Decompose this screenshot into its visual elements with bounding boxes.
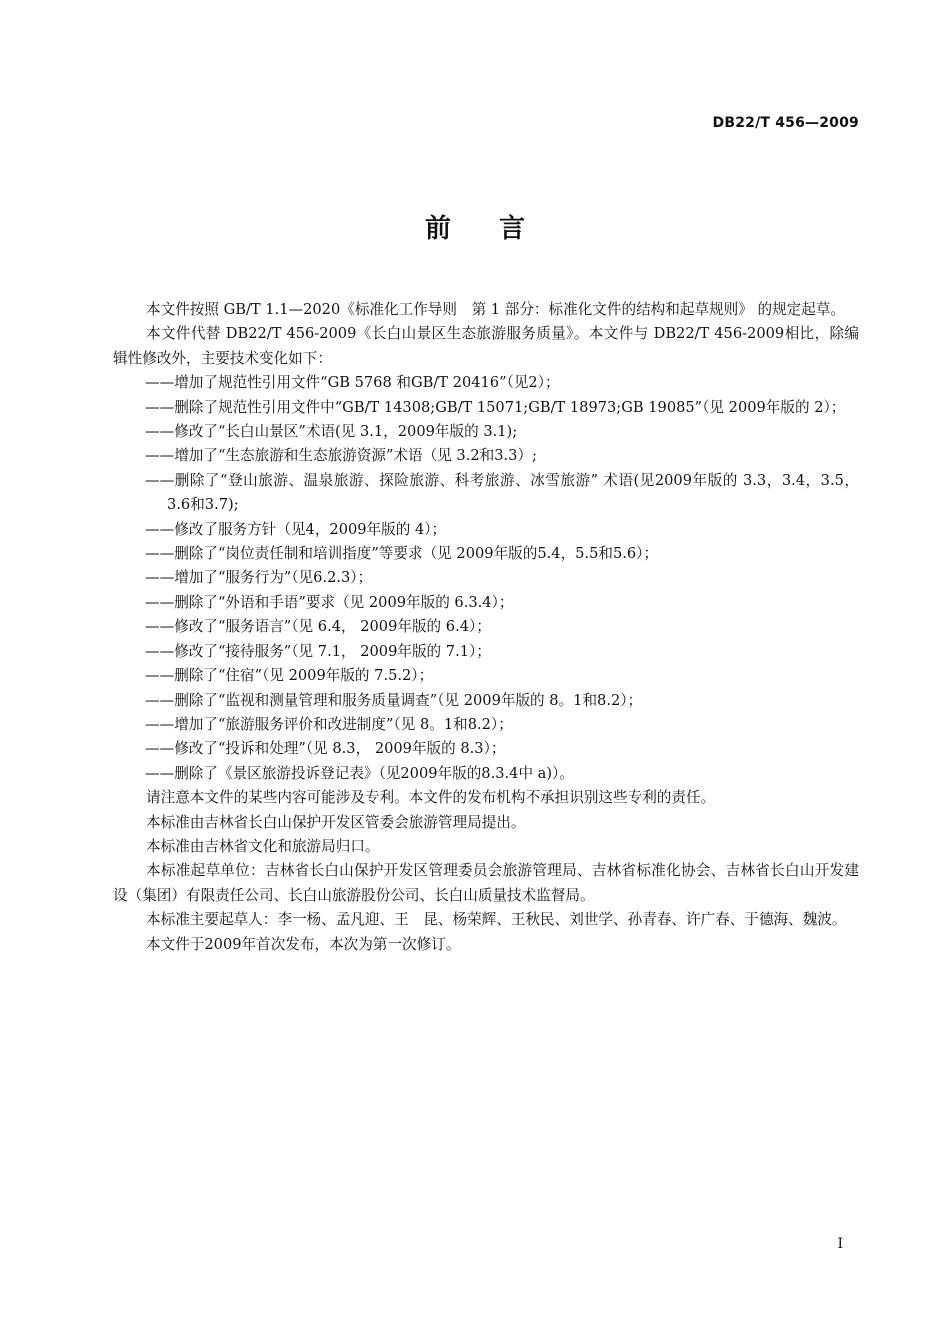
change-item: ——删除了《景区旅游投诉登记表》（见2009年版的8.3.4中 a)）。 (145, 764, 574, 782)
change-item: ——修改了“服务语言”（见 6.4， 2009年版的 6.4）； (145, 618, 491, 636)
paragraph-revision-history: 本文件于2009年首次发布，本次为第一次修订。 (146, 935, 461, 953)
paragraph-proposer: 本标准由吉林省长白山保护开发区管委会旅游管理局提出。 (146, 813, 526, 831)
change-item: ——增加了“服务行为”（见6.2.3）； (145, 569, 373, 587)
foreword-body (113, 298, 859, 957)
page-number: I (837, 1236, 843, 1252)
change-item: ——删除了规范性引用文件中“GB/T 14308;GB/T 15071;GB/T 18973;GB 19085”（见 2009年版的 2）； (145, 398, 846, 416)
change-item: ——增加了规范性引用文件“GB 5768 和GB/T 20416”（见2）； (145, 374, 560, 392)
paragraph-patent-notice: 请注意本文件的某些内容可能涉及专利。本文件的发布机构不承担识别这些专利的责任。 (146, 789, 716, 807)
change-item: ——增加了“生态旅游和生态旅游资源”术语（见 3.2和3.3）; (145, 447, 537, 465)
change-item: ——修改了“长白山景区”术语(见 3.1，2009年版的 3.1); (145, 423, 518, 441)
paragraph-drafting-units: 本标准起草单位：吉林省长白山保护开发区管理委员会旅游管理局、吉林省标准化协会、吉林省长白山开发建设（集团）有限责任公司、长白山旅游股份公司、长白山质量技术监督局。 (113, 862, 859, 904)
change-item: ——修改了“投诉和处理”（见 8.3， 2009年版的 8.3）； (145, 740, 506, 758)
paragraph-drafting-rules: 本文件按照 GB/T 1.1—2020《标准化工作导则 第 1 部分：标准化文件的结构和起草规则》 的规定起草。 (146, 301, 846, 318)
change-item: ——删除了“监视和测量管理和服务质量调查”（见 2009年版的 8。1和8.2）； (145, 691, 643, 709)
change-item: ——删除了“岗位责任制和培训指度”等要求（见 2009年版的5.4，5.5和5.6）； (145, 545, 659, 563)
change-item: ——删除了“登山旅游、温泉旅游、探险旅游、科考旅游、冰雪旅游” 术语(见2009年版的 3.3，3.4，3.5，3.6和3.7); (145, 471, 859, 514)
change-item: ——删除了“住宿”（见 2009年版的 7.5.2）； (145, 667, 434, 685)
paragraph-administrator: 本标准由吉林省文化和旅游局归口。 (146, 837, 380, 855)
paragraph-replacement-note: 本文件代替 DB22/T 456-2009《长白山景区生态旅游服务质量》。本文件与 DB22/T 456-2009相比，除编辑性修改外，主要技术变化如下： (113, 325, 859, 367)
page-title: 前言 (424, 214, 573, 244)
document-number: DB22/T 456—2009 (712, 115, 859, 131)
change-item: ——修改了“接待服务”（见 7.1， 2009年版的 7.1）； (145, 642, 491, 660)
paragraph-drafters: 本标准主要起草人：李一杨、孟凡迎、王 昆、杨荣辉、王秋民、刘世学、孙青春、许广春、于德海、魏波。 (146, 911, 847, 929)
change-item: ——删除了“外语和手语”要求（见 2009年版的 6.3.4）； (145, 593, 514, 611)
change-item: ——增加了“旅游服务评价和改进制度”（见 8。1和8.2）； (145, 715, 513, 733)
change-item: ——修改了服务方针（见4，2009年版的 4）； (145, 520, 447, 538)
